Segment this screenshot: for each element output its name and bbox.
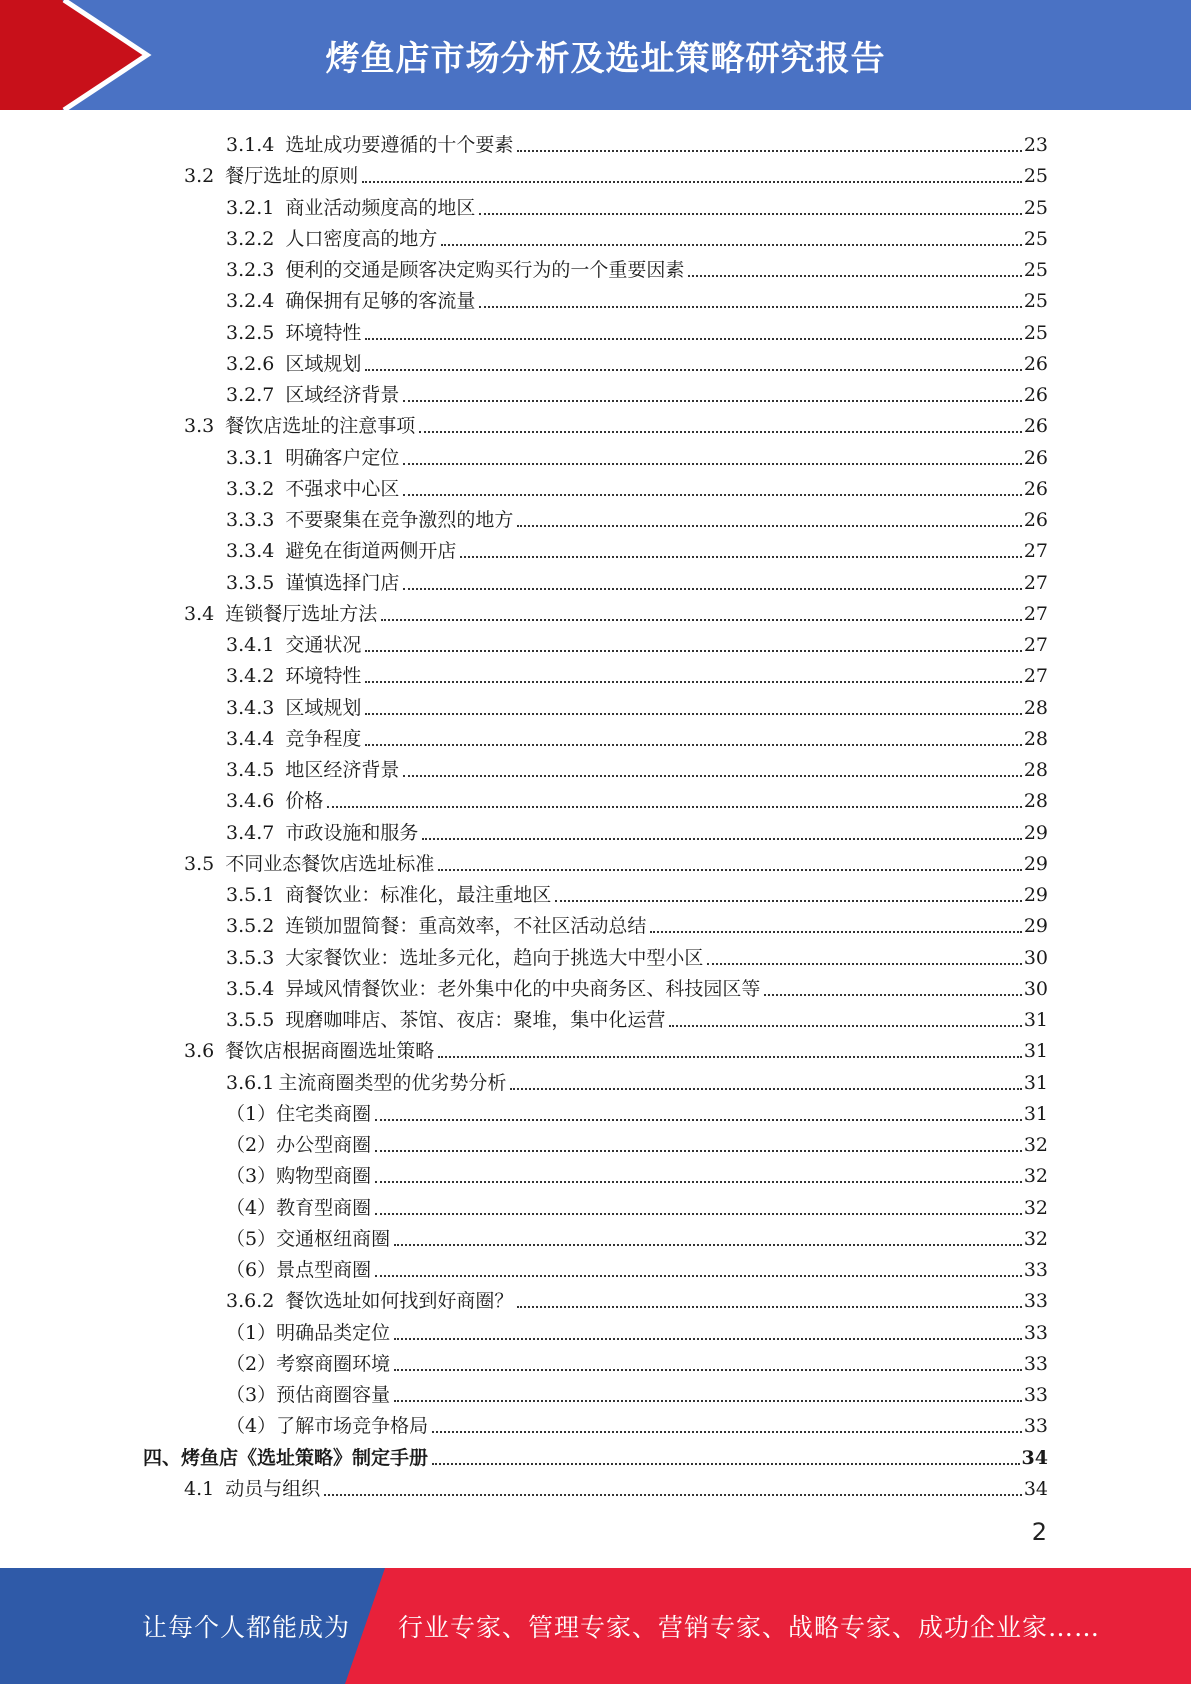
toc-entry-title: 地区经济背景 (285, 759, 400, 781)
toc-dot-leader (764, 994, 1021, 996)
toc-entry-page: 25 (1023, 259, 1048, 281)
toc-entry-page: 27 (1023, 571, 1048, 594)
toc-entry-page: 27 (1023, 665, 1048, 688)
toc-entry-title: 商餐饮业：标准化，最注重地区 (285, 884, 552, 906)
toc-entry-title: 商业活动频度高的地区 (285, 196, 476, 219)
toc-entry-title: 区域规划 (285, 352, 362, 375)
toc-entry-number: （1） (226, 1102, 277, 1125)
toc-entry-number: 3.3.4 (226, 540, 275, 563)
toc-entry-page: 31 (1023, 1040, 1048, 1063)
toc-entry-title: 预估商圈容量 (276, 1384, 391, 1406)
toc-entry-title: 动员与组织 (225, 1477, 321, 1500)
toc-dot-leader (365, 369, 1021, 371)
toc-entry-number: 3.5 (184, 852, 215, 875)
toc-entry[interactable] (226, 533, 1048, 564)
toc-entry-number: 3.5.3 (226, 946, 275, 969)
toc-entry-number: 3.5.4 (226, 977, 275, 1000)
toc-entry-title: 人口密度高的地方 (285, 227, 438, 250)
toc-entry-number: 3.6 (184, 1040, 215, 1063)
toc-entry-number: 3.3.5 (226, 571, 275, 594)
toc-entry-page: 26 (1023, 477, 1048, 500)
toc-entry-page: 30 (1023, 946, 1048, 969)
toc-entry[interactable] (143, 1440, 1048, 1471)
toc-entry-number: 3.1.4 (226, 134, 275, 156)
toc-dot-leader (403, 775, 1021, 777)
toc-dot-leader (375, 1181, 1022, 1183)
toc-entry[interactable] (226, 1408, 1048, 1439)
toc-entry-number: 3.3 (184, 415, 215, 438)
toc-dot-leader (365, 338, 1021, 340)
toc-entry-number: 3.4.5 (226, 759, 275, 781)
toc-entry[interactable] (226, 815, 1048, 846)
toc-entry[interactable] (226, 1002, 1048, 1033)
toc-entry-page: 32 (1023, 1196, 1048, 1219)
toc-entry[interactable] (226, 877, 1048, 908)
toc-entry-number: （4） (226, 1415, 277, 1438)
toc-entry-title: 竞争程度 (285, 727, 362, 750)
toc-entry-number: 3.4.1 (226, 634, 275, 656)
toc-dot-leader (365, 681, 1021, 683)
toc-entry-page: 26 (1023, 509, 1048, 531)
toc-entry[interactable] (226, 440, 1048, 471)
toc-entry[interactable] (226, 752, 1048, 783)
toc-dot-leader (479, 306, 1021, 308)
toc-dot-leader (688, 275, 1021, 277)
toc-entry-page: 27 (1023, 540, 1048, 563)
toc-entry-page: 26 (1023, 384, 1048, 406)
toc-entry[interactable] (226, 565, 1048, 596)
toc-entry-title: 购物型商圈 (276, 1165, 372, 1188)
toc-entry-page: 33 (1023, 1259, 1048, 1281)
toc-dot-leader (394, 1338, 1022, 1340)
page-header (0, 0, 1191, 110)
toc-entry[interactable] (226, 1065, 1048, 1096)
toc-entry-page: 32 (1023, 1165, 1048, 1188)
toc-entry-number: （1） (226, 1321, 277, 1344)
toc-entry[interactable] (226, 221, 1048, 252)
toc-entry-number: 3.3.3 (226, 509, 275, 531)
toc-entry-number: 3.4.7 (226, 821, 275, 844)
toc-entry[interactable] (226, 721, 1048, 752)
toc-entry[interactable] (226, 190, 1048, 221)
toc-dot-leader (517, 525, 1021, 527)
toc-entry[interactable] (184, 846, 1048, 877)
toc-entry-page: 33 (1023, 1384, 1048, 1406)
toc-entry-title: 连锁餐厅选址方法 (225, 602, 378, 625)
toc-entry-page: 29 (1023, 821, 1048, 844)
toc-entry[interactable] (226, 283, 1048, 314)
toc-entry[interactable] (184, 1033, 1048, 1064)
toc-dot-leader (403, 463, 1021, 465)
toc-entry-title: 选址成功要遵循的十个要素 (285, 134, 514, 156)
toc-entry[interactable] (226, 346, 1048, 377)
toc-entry-number: 3.2.3 (226, 259, 275, 281)
toc-dot-leader (403, 588, 1021, 590)
toc-entry[interactable] (226, 502, 1048, 533)
toc-entry[interactable] (226, 690, 1048, 721)
toc-dot-leader (381, 619, 1022, 621)
toc-entry-page: 28 (1023, 696, 1048, 719)
toc-entry-number: 3.2.2 (226, 227, 275, 250)
toc-entry-number: 3.2.4 (226, 290, 275, 313)
toc-entry-number: 3.5.1 (226, 884, 275, 906)
toc-entry-page: 26 (1023, 415, 1048, 438)
toc-entry-title: 不要聚集在竞争激烈的地方 (285, 509, 514, 531)
toc-dot-leader (438, 869, 1022, 871)
toc-dot-leader (375, 1119, 1022, 1121)
toc-entry-page: 29 (1023, 884, 1048, 906)
toc-entry[interactable] (226, 971, 1048, 1002)
footer-slogan-left: 让每个人都能成为 (142, 1613, 351, 1642)
toc-dot-leader (365, 713, 1021, 715)
toc-dot-leader (517, 150, 1021, 152)
toc-entry[interactable] (226, 658, 1048, 689)
toc-entry-page: 23 (1023, 134, 1048, 156)
toc-entry[interactable] (226, 1190, 1048, 1221)
toc-entry-title: 区域规划 (285, 696, 362, 719)
toc-entry-title: 环境特性 (285, 321, 362, 344)
toc-entry-title: 现磨咖啡店、茶馆、夜店：聚堆，集中化运营 (285, 1009, 666, 1031)
toc-dot-leader (432, 1431, 1022, 1433)
toc-entry-page: 28 (1023, 790, 1048, 813)
toc-dot-leader (365, 650, 1021, 652)
toc-entry-title: 区域经济背景 (285, 384, 400, 406)
toc-entry[interactable] (184, 1471, 1048, 1502)
toc-entry-title: 不强求中心区 (285, 477, 400, 500)
toc-entry-title: 餐饮选址如何找到好商圈？ (285, 1290, 514, 1313)
toc-dot-leader (375, 1213, 1022, 1215)
toc-dot-leader (669, 1025, 1021, 1027)
toc-entry-number: 3.4 (184, 602, 215, 625)
toc-entry-title: 异域风情餐饮业：老外集中化的中央商务区、科技园区等 (285, 977, 761, 1000)
toc-dot-leader (432, 1463, 1020, 1465)
toc-entry-page: 28 (1023, 727, 1048, 750)
toc-entry[interactable] (184, 408, 1048, 439)
toc-entry-number: 3.3.1 (226, 446, 275, 469)
toc-dot-leader (707, 963, 1021, 965)
toc-dot-leader (479, 213, 1021, 215)
toc-dot-leader (555, 900, 1021, 902)
toc-entry[interactable] (226, 783, 1048, 814)
report-title: 烤鱼店市场分析及选址策略研究报告 (325, 38, 886, 79)
toc-entry-title: 明确品类定位 (276, 1321, 391, 1344)
toc-entry-page: 31 (1023, 1009, 1048, 1031)
toc-entry-page: 33 (1023, 1352, 1048, 1375)
toc-entry-number: （4） (226, 1196, 277, 1219)
toc-entry-number: 3.4.3 (226, 696, 275, 719)
toc-entry-title: 环境特性 (285, 665, 362, 688)
toc-entry-page: 32 (1023, 1134, 1048, 1156)
toc-entry-page: 33 (1023, 1290, 1048, 1313)
toc-entry[interactable] (226, 252, 1048, 283)
toc-dot-leader (650, 931, 1021, 933)
toc-entry-title: 价格 (285, 790, 324, 813)
footer-slogan-right: 行业专家、管理专家、营销专家、战略专家、成功企业家…… (398, 1613, 1101, 1642)
toc-entry-title: 大家餐饮业：选址多元化，趋向于挑选大中型小区 (285, 946, 704, 969)
toc-entry-page: 26 (1023, 446, 1048, 469)
toc-entry-title: 烤鱼店《选址策略》制定手册 (181, 1446, 429, 1469)
toc-entry-page: 29 (1023, 915, 1048, 938)
toc-entry-title: 餐饮店选址的注意事项 (225, 415, 416, 438)
toc-dot-leader (517, 1306, 1021, 1308)
toc-entry[interactable] (226, 1252, 1048, 1283)
toc-entry-number: （2） (226, 1352, 277, 1375)
toc-dot-leader (419, 431, 1022, 433)
toc-dot-leader (438, 1056, 1022, 1058)
toc-entry-number: （3） (226, 1384, 277, 1406)
toc-entry-page: 33 (1023, 1321, 1048, 1344)
toc-entry[interactable] (184, 158, 1048, 189)
toc-entry[interactable] (226, 1377, 1048, 1408)
toc-entry-title: 住宅类商圈 (276, 1102, 372, 1125)
toc-entry-number: 4.1 (184, 1477, 215, 1500)
toc-dot-leader (375, 1150, 1022, 1152)
toc-entry-page: 25 (1023, 321, 1048, 344)
toc-entry-page: 25 (1023, 227, 1048, 250)
toc-entry-number: （3） (226, 1165, 277, 1188)
toc-dot-leader (422, 838, 1021, 840)
toc-entry-title: 谨慎选择门店 (285, 571, 400, 594)
toc-entry-title: 主流商圈类型的优劣势分析 (278, 1071, 507, 1094)
toc-entry[interactable] (226, 127, 1048, 158)
toc-entry-number: （2） (226, 1134, 277, 1156)
toc-entry-page: 33 (1023, 1415, 1048, 1438)
toc-entry-number: 3.6.1 (226, 1071, 275, 1094)
toc-entry[interactable] (226, 1096, 1048, 1127)
toc-entry-number: 3.6.2 (226, 1290, 275, 1313)
toc-entry-page: 25 (1023, 165, 1048, 188)
toc-entry[interactable] (226, 1346, 1048, 1377)
toc-entry-page: 26 (1023, 352, 1048, 375)
toc-dot-leader (324, 1494, 1022, 1496)
toc-entry-title: 便利的交通是顾客决定购买行为的一个重要因素 (285, 259, 685, 281)
toc-entry-title: 办公型商圈 (276, 1134, 372, 1156)
toc-entry-number: 3.4.4 (226, 727, 275, 750)
toc-entry-title: 避免在街道两侧开店 (285, 540, 457, 563)
toc-entry-number: 3.3.2 (226, 477, 275, 500)
toc-entry-page: 25 (1023, 196, 1048, 219)
toc-dot-leader (365, 744, 1021, 746)
toc-entry-title: 餐厅选址的原则 (225, 165, 359, 188)
toc-entry[interactable] (226, 471, 1048, 502)
toc-entry-number: （5） (226, 1227, 277, 1250)
toc-entry-title: 餐饮店根据商圈选址策略 (225, 1040, 435, 1063)
page-number: 2 (1031, 1518, 1047, 1546)
toc-entry-title: 明确客户定位 (285, 446, 400, 469)
toc-entry-number: 3.2 (184, 165, 215, 188)
toc-entry-page: 31 (1023, 1102, 1048, 1125)
toc-entry[interactable] (226, 1127, 1048, 1158)
toc-entry-title: 了解市场竞争格局 (276, 1415, 429, 1438)
toc-entry-number: 3.2.5 (226, 321, 275, 344)
toc-entry-title: 不同业态餐饮店选址标准 (225, 852, 435, 875)
toc-entry-number: 3.4.2 (226, 665, 275, 688)
toc-entry-page: 31 (1023, 1071, 1048, 1094)
toc-entry-number: 3.4.6 (226, 790, 275, 813)
toc-entry[interactable] (226, 315, 1048, 346)
toc-entry-title: 交通枢纽商圈 (276, 1227, 391, 1250)
toc-dot-leader (394, 1400, 1022, 1402)
toc-dot-leader (375, 1275, 1022, 1277)
toc-dot-leader (460, 556, 1021, 558)
toc-entry-page: 34 (1021, 1446, 1048, 1469)
toc-entry-number: 3.2.7 (226, 384, 275, 406)
toc-entry-number: （6） (226, 1259, 277, 1281)
toc-dot-leader (362, 181, 1022, 183)
toc-entry[interactable] (226, 1221, 1048, 1252)
toc-entry-number: 3.2.1 (226, 196, 275, 219)
toc-entry-number: 四、 (143, 1446, 182, 1469)
toc-entry[interactable] (184, 596, 1048, 627)
toc-dot-leader (403, 400, 1021, 402)
toc-dot-leader (327, 806, 1021, 808)
toc-entry-page: 28 (1023, 759, 1048, 781)
toc-entry[interactable] (226, 627, 1048, 658)
toc-dot-leader (394, 1244, 1022, 1246)
toc-entry-page: 30 (1023, 977, 1048, 1000)
toc-entry-page: 27 (1023, 634, 1048, 656)
toc-entry-title: 教育型商圈 (276, 1196, 372, 1219)
toc-entry-number: 3.2.6 (226, 352, 275, 375)
toc-entry-page: 25 (1023, 290, 1048, 313)
page-footer (0, 1568, 1191, 1684)
toc-dot-leader (403, 494, 1021, 496)
toc-entry[interactable] (226, 1283, 1048, 1314)
toc-dot-leader (441, 244, 1021, 246)
toc-entry-title: 交通状况 (285, 634, 362, 656)
toc-entry-number: 3.5.2 (226, 915, 275, 938)
toc-entry-title: 景点型商圈 (276, 1259, 372, 1281)
toc-entry-number: 3.5.5 (226, 1009, 275, 1031)
toc-entry-page: 27 (1023, 602, 1048, 625)
toc-dot-leader (394, 1369, 1022, 1371)
toc-entry-title: 考察商圈环境 (276, 1352, 391, 1375)
toc-entry-page: 32 (1023, 1227, 1048, 1250)
toc-entry-page: 29 (1023, 852, 1048, 875)
toc-dot-leader (510, 1088, 1021, 1090)
toc-entry[interactable] (226, 1315, 1048, 1346)
toc-entry[interactable] (226, 908, 1048, 939)
toc-entry[interactable] (226, 377, 1048, 408)
toc-entry-title: 确保拥有足够的客流量 (285, 290, 476, 313)
toc-entry-title: 连锁加盟简餐：重高效率，不社区活动总结 (285, 915, 647, 938)
toc-entry[interactable] (226, 940, 1048, 971)
toc-entry-page: 34 (1023, 1477, 1048, 1500)
toc-entry[interactable] (226, 1158, 1048, 1189)
toc-entry-title: 市政设施和服务 (285, 821, 419, 844)
